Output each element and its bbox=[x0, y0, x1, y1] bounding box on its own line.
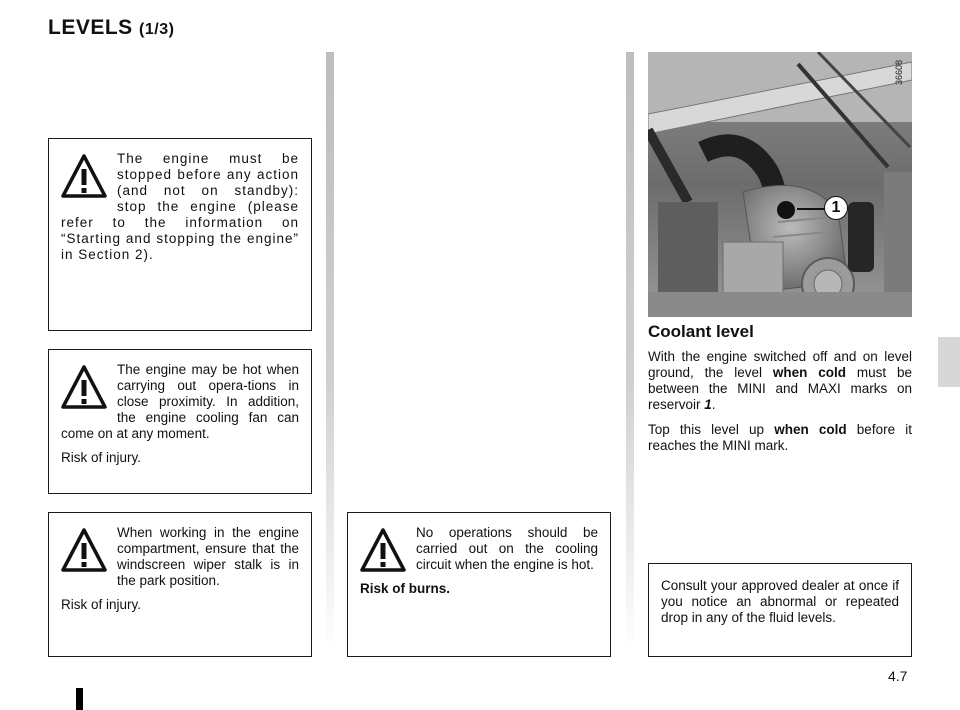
warning-box-cooling-circuit bbox=[347, 512, 611, 657]
page-title bbox=[48, 16, 174, 40]
warning-text: When working in the engine compartment, ensure that the windscreen wiper stalk is in the park position. bbox=[117, 525, 299, 588]
warning-box-engine-stopped bbox=[48, 138, 312, 331]
engine-bay-photo bbox=[648, 52, 912, 317]
note-text: Consult your approved dealer at once if you notice an abnormal or repeated drop in any of the fluid levels. bbox=[661, 578, 899, 625]
warning-triangle-icon bbox=[61, 364, 107, 410]
warning-triangle-icon bbox=[360, 527, 406, 573]
warning-risk: Risk of injury. bbox=[61, 597, 142, 612]
column-divider-left bbox=[326, 52, 334, 652]
reference-number: 1 bbox=[704, 397, 712, 412]
footer-mark bbox=[76, 688, 83, 710]
warning-triangle-icon bbox=[61, 527, 107, 573]
emphasis-when-cold: when cold bbox=[774, 422, 847, 437]
note-box-fluid-drop bbox=[648, 563, 912, 657]
coolant-paragraph-2 bbox=[648, 422, 912, 454]
warning-risk: Risk of injury. bbox=[61, 450, 142, 465]
text-run: Top this level up bbox=[648, 422, 775, 437]
page-subtitle: (1/3) bbox=[139, 21, 175, 38]
warning-text: The engine must be stopped before any action (and not on standby): stop the engine (please refer to the information on “Starting and stopping the engine” in Section 2). bbox=[61, 151, 299, 262]
photo-reference-number: 36608 bbox=[894, 60, 904, 86]
text-run: With the engine switched off and on level ground, the level bbox=[648, 349, 912, 380]
warning-text: No operations should be carried out on the cooling circuit when the engine is hot. bbox=[416, 525, 598, 572]
emphasis-when-cold: when cold bbox=[772, 365, 846, 380]
warning-box-engine-hot bbox=[48, 349, 312, 494]
warning-box-wiper bbox=[48, 512, 312, 657]
coolant-heading: Coolant level bbox=[648, 322, 754, 341]
title-text: LEVELS bbox=[48, 16, 133, 39]
text-run: . bbox=[711, 397, 716, 412]
engine-bay-illustration bbox=[648, 52, 912, 317]
section-tab bbox=[938, 337, 960, 387]
warning-risk: Risk of burns. bbox=[360, 581, 451, 596]
warning-triangle-icon bbox=[61, 153, 107, 199]
text-run: must be between the MINI and MAXI marks on reservoir bbox=[648, 365, 912, 412]
coolant-paragraph-1 bbox=[648, 349, 912, 413]
callout-marker: 1 bbox=[824, 196, 848, 220]
text-run: before it reaches the MINI mark. bbox=[648, 422, 912, 453]
column-divider-right bbox=[626, 52, 634, 652]
warning-text: The engine may be hot when carrying out opera-tions in close proximity. In addition, the engine cooling fan can come on at any moment. bbox=[61, 362, 299, 441]
page-number: 4.7 bbox=[888, 668, 908, 684]
